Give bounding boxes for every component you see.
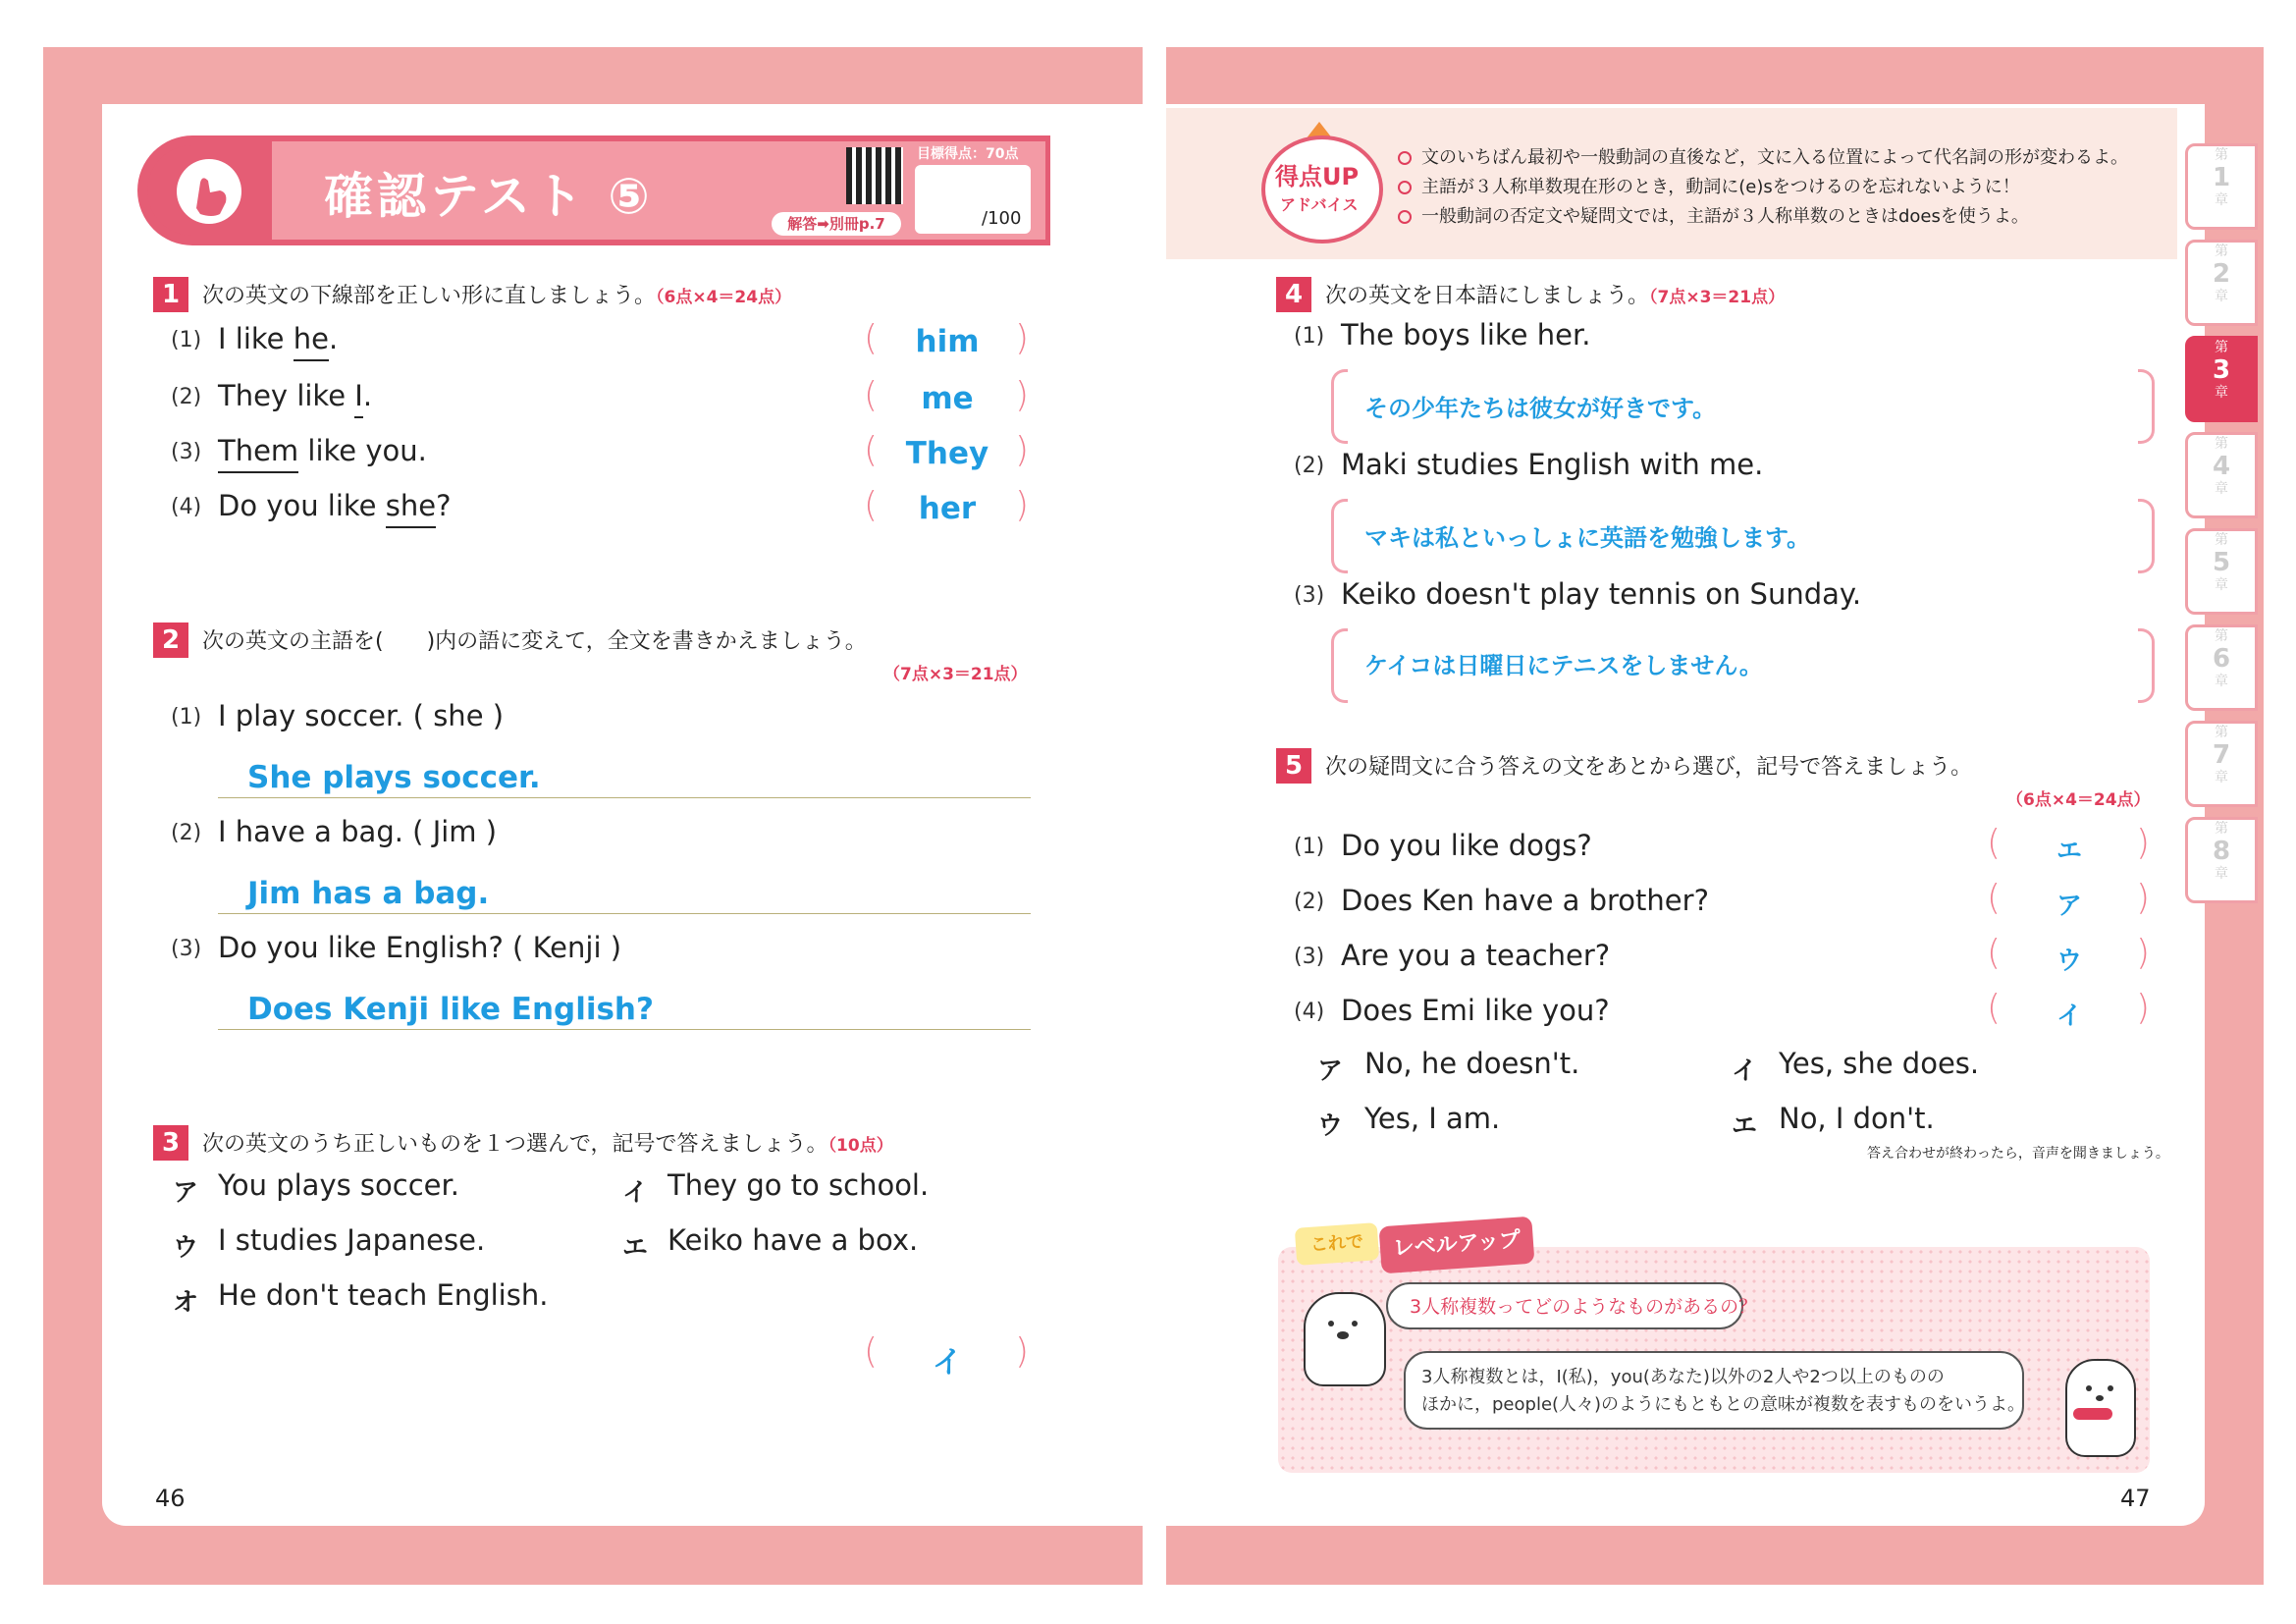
- q4-answer: マキは私といっしょに英語を勉強します。: [1364, 524, 1811, 552]
- q1-item-text: [218, 434, 427, 467]
- qr-code-icon: [846, 147, 903, 204]
- paren-close: ): [2136, 823, 2151, 863]
- bear-character-icon: [1304, 1292, 1386, 1386]
- q1-underlined: I: [354, 379, 363, 418]
- q1-item-text: [218, 379, 372, 412]
- q1-pre: I like: [218, 322, 294, 355]
- q1-answer: They: [905, 436, 989, 471]
- q5-item-text: Do you like dogs?: [1341, 829, 1592, 862]
- tab-suffix: 章: [2215, 770, 2228, 785]
- tab-number: 7: [2212, 740, 2231, 770]
- paren-close: ): [1015, 430, 1030, 470]
- paren-open: (: [864, 318, 879, 358]
- tab-number: 4: [2212, 452, 2231, 481]
- score-total: /100: [982, 208, 1022, 229]
- q3-option-key: ウ: [173, 1233, 199, 1263]
- tab-number: 5: [2212, 548, 2231, 577]
- q5-item-num: (2): [1294, 890, 1325, 914]
- paren-open: (: [864, 375, 879, 415]
- answer-bracket-right: [2138, 369, 2155, 444]
- q4-item-num: (2): [1294, 454, 1325, 478]
- q3-instruction-text: 次の英文のうち正しいものを１つ選んで，記号で答えましょう。: [202, 1132, 828, 1157]
- levelup-tag-small: これで: [1295, 1222, 1379, 1266]
- q4-item-num: (3): [1294, 583, 1325, 608]
- q2-instruction: 次の英文の主語を( )内の語に変えて，全文を書きかえましょう。: [202, 629, 867, 654]
- q5-option-text: No, he doesn't.: [1364, 1047, 1580, 1080]
- q4-item-text: Keiko doesn't play tennis on Sunday.: [1341, 577, 1862, 611]
- advice-item: [1398, 202, 2029, 228]
- paren-close: ): [1015, 485, 1030, 525]
- tab-number: 3: [2212, 355, 2231, 385]
- q2-answer: Does Kenji like English?: [247, 992, 654, 1027]
- answer-line: [218, 1029, 1031, 1030]
- q3-option-text: He don't teach English.: [218, 1278, 549, 1312]
- paren-close: ): [1015, 375, 1030, 415]
- q5-instruction: 次の疑問文に合う答えの文をあとから選び，記号で答えましょう。: [1325, 755, 1973, 780]
- q5-option-text: Yes, she does.: [1779, 1047, 1980, 1080]
- q3-answer: イ: [932, 1345, 963, 1380]
- paren-open: (: [1987, 823, 2002, 863]
- q3-option-text: They go to school.: [667, 1168, 930, 1202]
- tab-number: 2: [2212, 259, 2231, 289]
- q2-item-text: Do you like English? ( Kenji ): [218, 931, 622, 964]
- tab-suffix: 章: [2215, 192, 2228, 208]
- paren-open: (: [1987, 878, 2002, 918]
- chapter-tab-6[interactable]: [2185, 624, 2258, 711]
- bullet-icon: [1398, 210, 1412, 224]
- q3-instruction: [202, 1127, 893, 1158]
- q2-item-text: I play soccer. ( she ): [218, 699, 505, 732]
- paren-close: ): [2136, 933, 2151, 973]
- q4-points: （7点×3＝21点）: [1649, 288, 1786, 307]
- q1-item-num: (2): [171, 385, 202, 409]
- q5-item-num: (1): [1294, 835, 1325, 859]
- q2-item-num: (1): [171, 705, 202, 730]
- paren-open: (: [864, 485, 879, 525]
- answer-bracket-right: [2138, 499, 2155, 573]
- q3-option-key: ア: [173, 1178, 199, 1208]
- levelup-answer-line1: 3人称複数とは，I(私)，you(あなた)以外の2人や2つ以上のものの: [1421, 1367, 1945, 1387]
- q5-item-num: (4): [1294, 1000, 1325, 1024]
- tab-number: 8: [2212, 837, 2231, 866]
- tab-suffix: 章: [2215, 385, 2228, 401]
- chapter-tab-3[interactable]: [2185, 336, 2258, 422]
- tab-prefix: 第: [2215, 244, 2228, 259]
- q1-instruction: [202, 279, 791, 309]
- q1-underlined: she: [386, 489, 436, 528]
- answer-line: [218, 913, 1031, 914]
- q3-option-text: I studies Japanese.: [218, 1223, 486, 1257]
- tab-prefix: 第: [2215, 436, 2228, 452]
- tab-suffix: 章: [2215, 577, 2228, 593]
- paren-close: ): [2136, 988, 2151, 1028]
- page-number-left: 46: [155, 1485, 186, 1512]
- q5-item-text: Does Emi like you?: [1341, 994, 1610, 1027]
- q1-underlined: he: [294, 322, 329, 361]
- tab-number: 1: [2212, 163, 2231, 192]
- levelup-answer-line2: ほかに，people(人々)のようにもともとの意味が複数を表すものをいうよ。: [1421, 1394, 2026, 1415]
- q5-item-text: Does Ken have a brother?: [1341, 884, 1709, 917]
- q3-option-key: エ: [622, 1233, 649, 1263]
- q4-instruction: [1325, 279, 1785, 309]
- q4-answer: ケイコは日曜日にテニスをしません。: [1364, 652, 1763, 679]
- answer-bracket-left: [1331, 369, 1348, 444]
- chapter-tab-4[interactable]: [2185, 432, 2258, 518]
- question-number-1: 1: [153, 277, 188, 312]
- paren-open: (: [1987, 988, 2002, 1028]
- q1-post: ?: [436, 489, 452, 522]
- levelup-question: 3人称複数ってどのようなものがあるの？: [1410, 1296, 1758, 1318]
- page-title: 確認テスト ⑤: [324, 168, 654, 225]
- q2-answer: Jim has a bag.: [247, 876, 490, 911]
- tab-suffix: 章: [2215, 674, 2228, 689]
- advice-item-text: 主語が３人称単数現在形のとき，動詞に(e)sをつけるのを忘れないように！: [1421, 177, 2020, 197]
- tab-suffix: 章: [2215, 481, 2228, 497]
- q1-item-text: [218, 322, 338, 355]
- q5-option-key: イ: [1732, 1056, 1758, 1086]
- bullet-icon: [1398, 181, 1412, 194]
- question-number-5: 5: [1276, 748, 1311, 784]
- q2-item-num: (2): [171, 821, 202, 845]
- paren-open: (: [864, 1331, 879, 1372]
- page-number-right: 47: [2120, 1485, 2151, 1512]
- q3-option-text: You plays soccer.: [218, 1168, 459, 1202]
- chapter-tab-7[interactable]: [2185, 721, 2258, 807]
- answer-bracket-right: [2138, 628, 2155, 703]
- q2-item-text: I have a bag. ( Jim ): [218, 815, 498, 848]
- q3-points: （10点）: [828, 1136, 893, 1156]
- paren-close: ): [1015, 318, 1030, 358]
- q1-answer: me: [921, 381, 974, 416]
- q1-answer: him: [915, 324, 980, 359]
- advice-badge-title: 得点UP: [1275, 163, 1360, 190]
- q2-answer: She plays soccer.: [247, 760, 541, 795]
- q4-answer: その少年たちは彼女が好きです。: [1364, 395, 1717, 422]
- question-number-3: 3: [153, 1125, 188, 1161]
- answer-bracket-left: [1331, 499, 1348, 573]
- answer-line: [218, 797, 1031, 798]
- q3-option-key: オ: [173, 1288, 199, 1318]
- q5-answer: イ: [2056, 1001, 2082, 1031]
- scarf-icon: [2073, 1408, 2112, 1420]
- levelup-tag: レベルアップ: [1379, 1217, 1535, 1274]
- answer-reference: 解答➡別冊p.7: [772, 212, 901, 236]
- q5-answer: ウ: [2056, 947, 2082, 976]
- tab-prefix: 第: [2215, 340, 2228, 355]
- q3-option-text: Keiko have a box.: [667, 1223, 919, 1257]
- advice-item: [1398, 143, 2128, 169]
- q5-option-text: Yes, I am.: [1364, 1102, 1501, 1135]
- tab-suffix: 章: [2215, 289, 2228, 304]
- answer-bracket-left: [1331, 628, 1348, 703]
- tab-number: 6: [2212, 644, 2231, 674]
- q5-item-text: Are you a teacher?: [1341, 939, 1611, 972]
- q4-item-num: (1): [1294, 324, 1325, 349]
- pointing-hand-icon: [177, 159, 241, 224]
- q5-option-key: ウ: [1317, 1111, 1344, 1141]
- paren-close: ): [2136, 878, 2151, 918]
- chapter-tab-5[interactable]: [2185, 528, 2258, 615]
- tab-prefix: 第: [2215, 821, 2228, 837]
- q1-post: .: [362, 379, 373, 412]
- question-number-2: 2: [153, 623, 188, 658]
- chapter-tab-2[interactable]: [2185, 240, 2258, 326]
- advice-item: [1398, 173, 2020, 198]
- paren-open: (: [1987, 933, 2002, 973]
- audio-note: 答え合わせが終わったら，音声を聞きましょう。: [1867, 1146, 2169, 1162]
- q4-item-text: The boys like her.: [1341, 318, 1591, 352]
- target-score-label: 目標得点：70点: [917, 146, 1019, 162]
- q1-item-num: (1): [171, 328, 202, 352]
- tab-prefix: 第: [2215, 147, 2228, 163]
- tab-prefix: 第: [2215, 532, 2228, 548]
- q1-item-num: (3): [171, 440, 202, 464]
- q1-item-text: [218, 489, 451, 522]
- q5-points: （6点×4＝24点）: [2006, 790, 2151, 810]
- q1-instruction-text: 次の英文の下線部を正しい形に直しましょう。: [202, 284, 657, 308]
- paren-open: (: [864, 430, 879, 470]
- q3-option-key: イ: [622, 1178, 649, 1208]
- q4-instruction-text: 次の英文を日本語にしましょう。: [1325, 284, 1650, 308]
- tab-suffix: 章: [2215, 866, 2228, 882]
- q1-item-num: (4): [171, 495, 202, 519]
- q2-points: （7点×3＝21点）: [883, 665, 1028, 684]
- q4-item-text: Maki studies English with me.: [1341, 448, 1764, 481]
- tab-prefix: 第: [2215, 725, 2228, 740]
- q5-option-text: No, I don't.: [1779, 1102, 1935, 1135]
- advice-badge-subtitle: アドバイス: [1280, 195, 1359, 214]
- q1-pre: Do you like: [218, 489, 386, 522]
- question-number-4: 4: [1276, 277, 1311, 312]
- q5-answer: ア: [2056, 892, 2082, 921]
- bullet-icon: [1398, 151, 1412, 165]
- chapter-tab-1[interactable]: [2185, 143, 2258, 230]
- q5-option-key: ア: [1317, 1056, 1344, 1086]
- q5-answer: エ: [2056, 837, 2082, 866]
- q5-option-key: エ: [1732, 1111, 1758, 1141]
- q1-post: .: [328, 322, 339, 355]
- chapter-tab-8[interactable]: [2185, 817, 2258, 903]
- q2-item-num: (3): [171, 937, 202, 961]
- q5-item-num: (3): [1294, 945, 1325, 969]
- paren-close: ): [1015, 1331, 1030, 1372]
- q1-pre: They like: [218, 379, 355, 412]
- advice-item-text: 一般動詞の否定文や疑問文では，主語が３人称単数のときはdoesを使うよ。: [1421, 206, 2029, 227]
- tab-prefix: 第: [2215, 628, 2228, 644]
- q1-answer: her: [918, 491, 977, 526]
- q1-post: like you.: [298, 434, 427, 467]
- q1-underlined: Them: [218, 434, 298, 473]
- advice-item-text: 文のいちばん最初や一般動詞の直後など，文に入る位置によって代名詞の形が変わるよ。: [1421, 147, 2128, 168]
- q1-points: （6点×4＝24点）: [656, 288, 792, 307]
